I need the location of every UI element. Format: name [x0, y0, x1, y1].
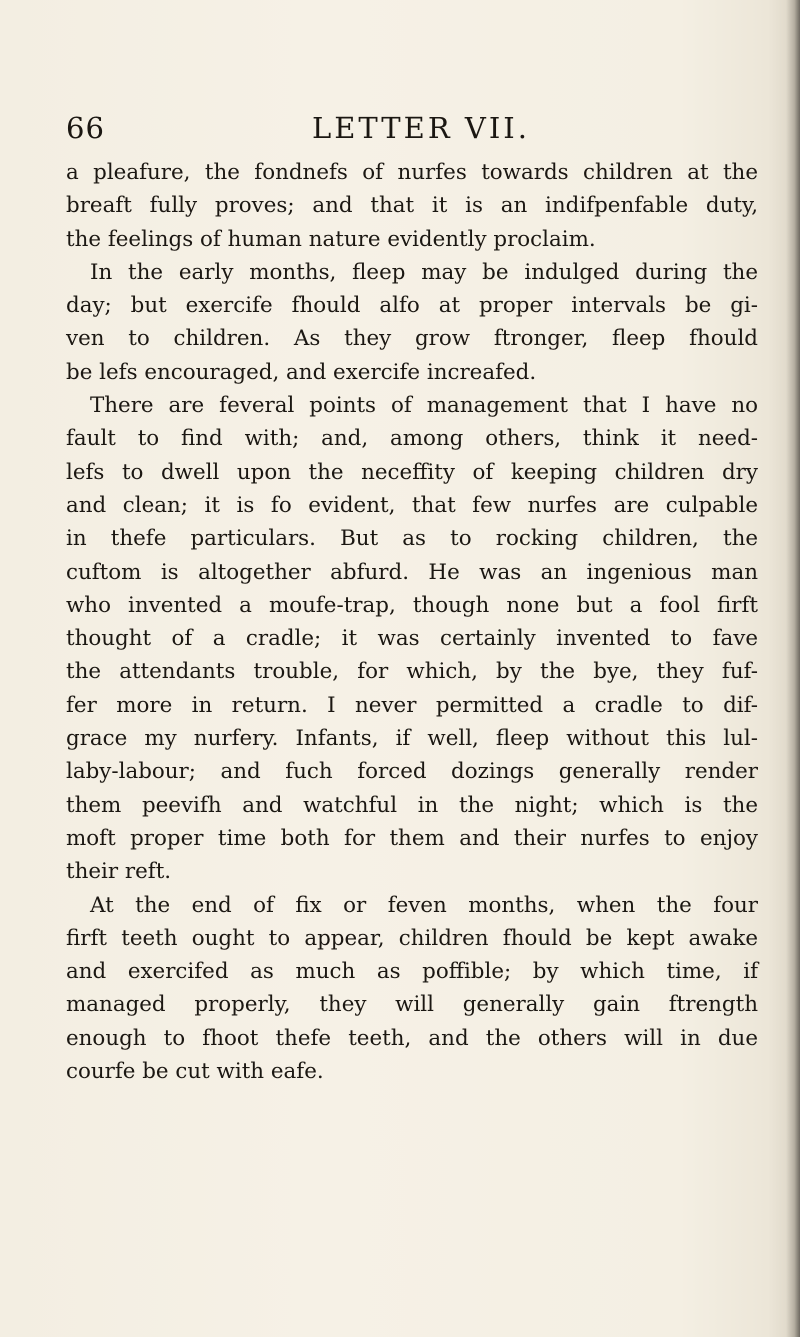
- text-line: in thefe particulars. But as to rocking children, the: [66, 526, 758, 552]
- text-line: At the end of fix or feven months, when the four: [90, 892, 758, 918]
- text-line: fault to find with; and, among others, think it need-: [66, 426, 758, 452]
- page-number: 66: [66, 111, 105, 145]
- text-line: enough to fhoot thefe teeth, and the others will in due: [66, 1025, 758, 1051]
- text-line: ven to children. As they grow ftronger, fleep fhould: [66, 326, 758, 352]
- text-line: and clean; it is fo evident, that few nurfes are culpable: [66, 492, 758, 518]
- text-line: the feelings of human nature evidently proclaim.: [66, 226, 596, 252]
- text-line: them peevifh and watchful in the night; which is the: [66, 792, 758, 818]
- text-line: a pleafure, the fondnefs of nurfes towards children at the: [66, 160, 758, 185]
- text-line: In the early months, fleep may be indulged during the: [90, 259, 758, 285]
- text-line: the attendants trouble, for which, by the bye, they fuf-: [66, 659, 758, 685]
- text-line: courfe be cut with eafe.: [66, 1059, 324, 1085]
- text-line: fer more in return. I never permitted a cradle to dif-: [66, 692, 758, 718]
- body-text: [66, 156, 758, 1088]
- text-line: laby-labour; and fuch forced dozings generally render: [66, 759, 758, 785]
- running-head: LETTER VII.: [312, 111, 530, 145]
- text-line: There are feveral points of management that I have no: [90, 393, 758, 419]
- text-line: managed properly, they will generally gain ftrength: [66, 992, 758, 1018]
- page-header: [66, 110, 766, 154]
- text-line: and exercifed as much as poffible; by which time, if: [66, 959, 758, 985]
- text-line: day; but exercife fhould alfo at proper intervals be gi-: [66, 293, 758, 319]
- text-line: firft teeth ought to appear, children fhould be kept awake: [66, 925, 758, 951]
- text-line: grace my nurfery. Infants, if well, fleep without this lul-: [66, 726, 758, 752]
- text-line: lefs to dwell upon the neceffity of keeping children dry: [66, 459, 758, 485]
- text-line: who invented a moufe-trap, though none but a fool firft: [66, 592, 758, 618]
- text-line: moft proper time both for them and their nurfes to enjoy: [66, 825, 758, 851]
- page-edge-shadow: [786, 0, 800, 1337]
- text-line: their reft.: [66, 859, 172, 885]
- text-line: breaft fully proves; and that it is an indifpenfable duty,: [66, 193, 758, 219]
- text-line: thought of a cradle; it was certainly invented to fave: [66, 626, 758, 652]
- text-line: cuftom is altogether abfurd. He was an ingenious man: [66, 559, 758, 585]
- text-line: be lefs encouraged, and exercife increafed.: [66, 359, 537, 385]
